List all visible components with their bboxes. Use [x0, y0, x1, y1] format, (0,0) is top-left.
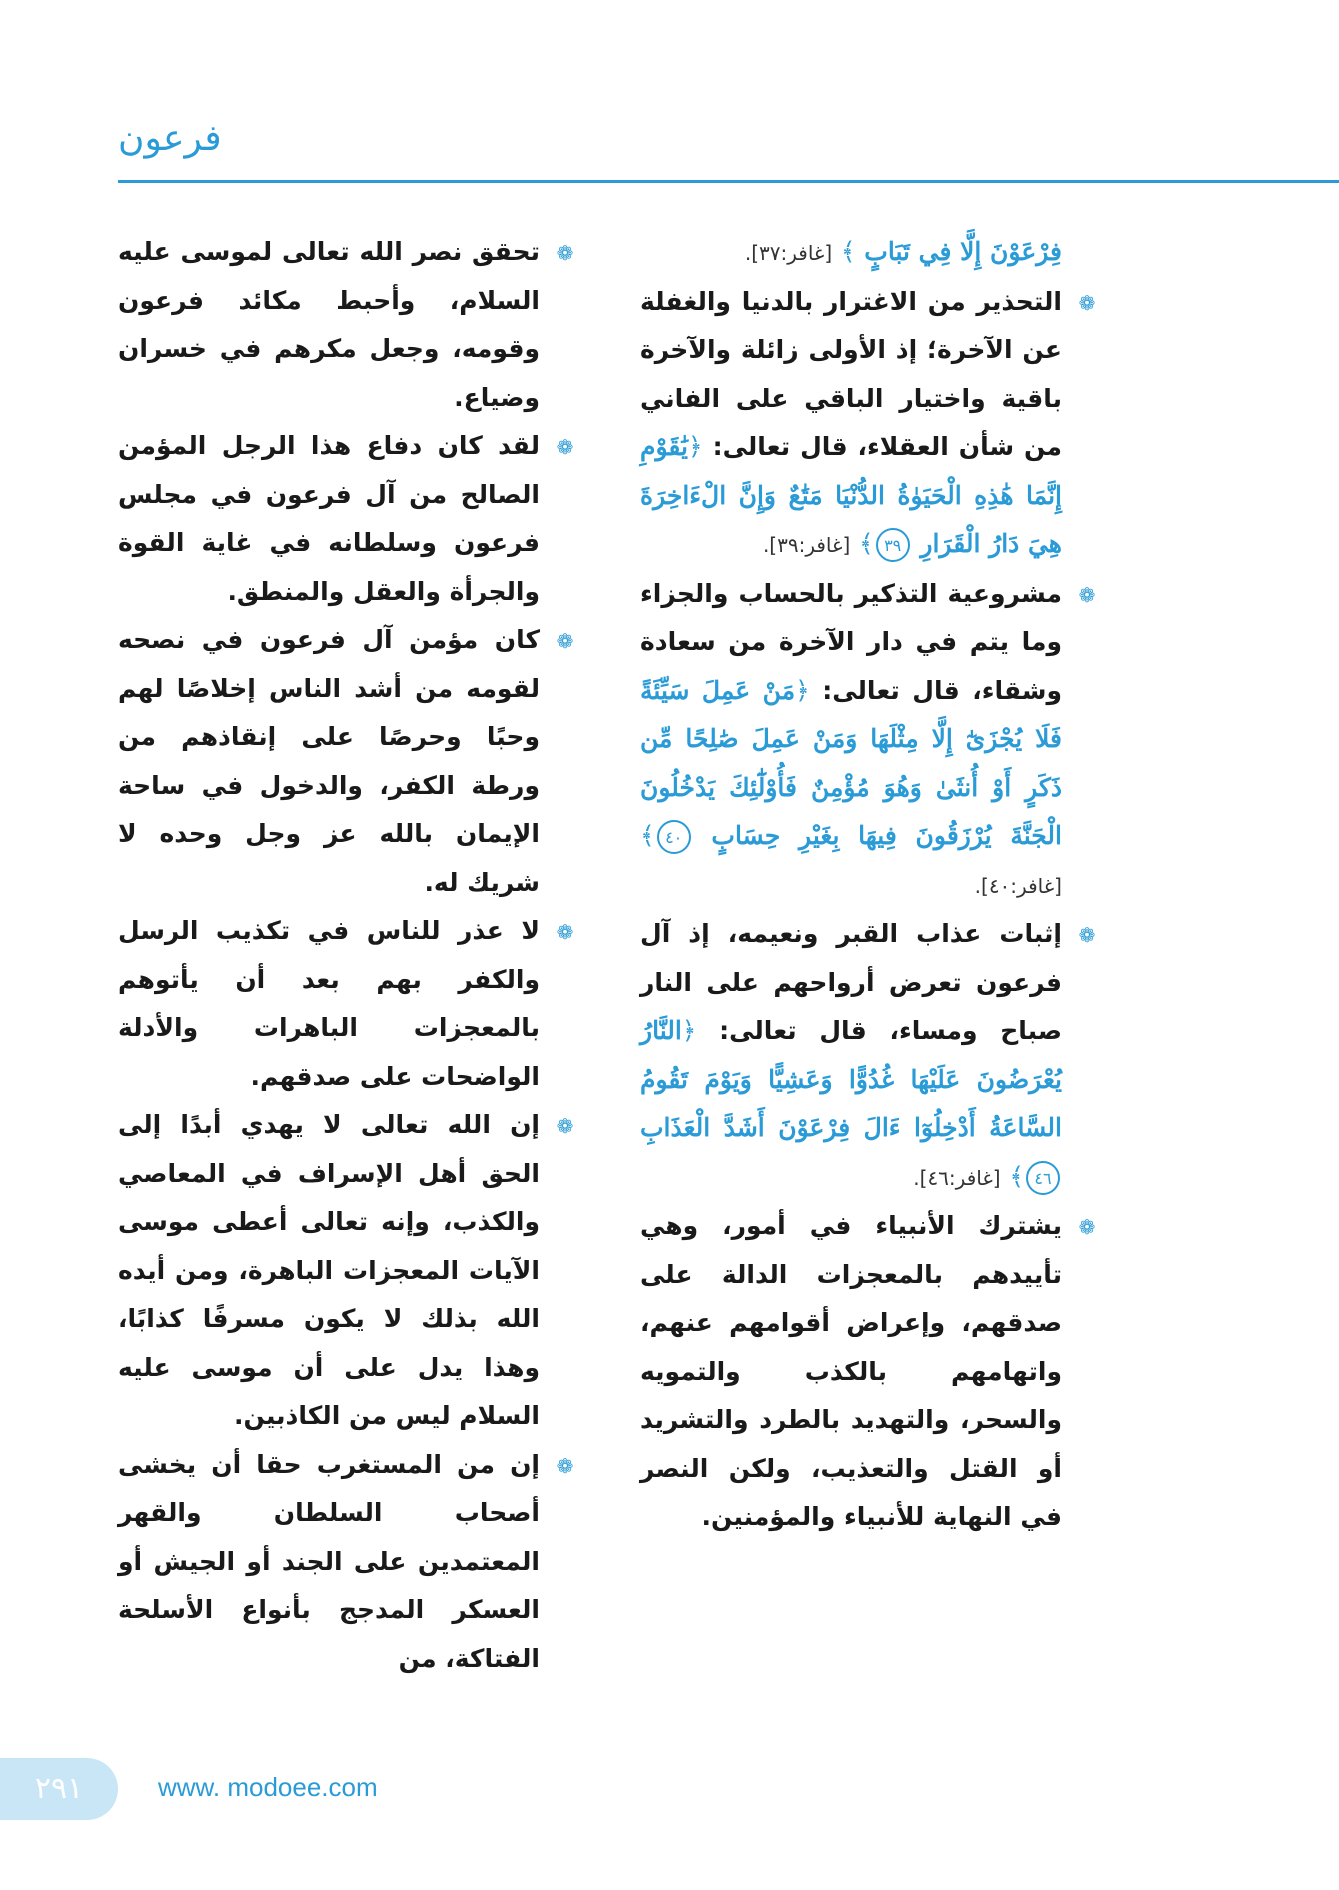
- verse-text: يَٰقَوْمِ إِنَّمَا هَٰذِهِ الْحَيَوٰةُ الدُّنْيَا مَتَٰعٌ وَإِنَّ الْءَاخِرَةَ هِيَ دَارُ الْقَرَارِ: [640, 432, 1062, 558]
- website-link[interactable]: www. modoee.com: [158, 1772, 378, 1802]
- ayah-number-badge: ٣٩: [876, 528, 910, 562]
- quote-close-ornament: ﴾: [1009, 1161, 1024, 1191]
- list-item: [118, 1101, 576, 1441]
- ayah-number-badge: ٤٠: [657, 820, 691, 854]
- flower-bullet-icon: ❁: [556, 435, 574, 459]
- verse-text: فِرْعَوْنَ إِلَّا فِي تَبَابٍ: [864, 237, 1062, 266]
- item-text: لا عذر للناس في تكذيب الرسل والكفر بهم بعد أن يأتوهم بالمعجزات الباهرات والأدلة الواضحات على صدقهم.: [118, 916, 540, 1091]
- flower-bullet-icon: ❁: [556, 1114, 574, 1138]
- flower-bullet-icon: ❁: [556, 629, 574, 653]
- quote-close-ornament: ﴾: [859, 529, 874, 558]
- list-item: [640, 570, 1098, 911]
- item-text: التحذير من الاغترار بالدنيا والغفلة عن الآخرة؛ إذ الأولى زائلة والآخرة باقية واختيار الباقي على الفاني من شأن العقلاء، قال تعالى:: [640, 286, 1062, 461]
- verse-reference: [غافر:٤٠].: [974, 873, 1062, 898]
- list-item: [640, 910, 1098, 1202]
- flower-bullet-icon: ❁: [1078, 582, 1096, 607]
- verse-continuation: [640, 228, 1098, 278]
- item-text: إثبات عذاب القبر ونعيمه، إذ آل فرعون تعرض أرواحهم على النار صباح ومساء، قال تعالى:: [640, 919, 1062, 1045]
- item-text: تحقق نصر الله تعالى لموسى عليه السلام، وأحبط مكائد فرعون وقومه، وجعل مكرهم في خسران وضياع.: [118, 237, 540, 412]
- ayah-number-badge: ٤٦: [1026, 1161, 1060, 1195]
- list-item: [118, 422, 576, 616]
- verse-reference: [غافر:٣٧].: [744, 241, 833, 265]
- item-text: إن من المستغرب حقا أن يخشى أصحاب السلطان والقهر المعتمدين على الجند أو الجيش أو العسكر المدجج بأنواع الأسلحة الفتاكة، من: [118, 1449, 540, 1673]
- item-text: لقد كان دفاع هذا الرجل المؤمن الصالح من آل فرعون في مجلس فرعون وسلطانه في غاية القوة والجرأة والعقل والمنطق.: [118, 431, 540, 606]
- list-item: [118, 228, 576, 422]
- verse-reference: [غافر:٣٩].: [762, 533, 851, 557]
- quote-close-ornament: ﴾: [840, 237, 856, 266]
- right-column: [640, 228, 1098, 1542]
- header-divider: [118, 180, 1339, 183]
- verse-reference: [غافر:٤٦].: [913, 1165, 1001, 1190]
- page-number-badge: ٢٩١: [0, 1758, 118, 1820]
- list-item: [118, 907, 576, 1101]
- quote-close-ornament: ﴾: [640, 821, 655, 850]
- flower-bullet-icon: ❁: [1078, 290, 1096, 315]
- flower-bullet-icon: ❁: [1078, 1215, 1096, 1239]
- page-title: فرعون: [118, 118, 222, 159]
- flower-bullet-icon: ❁: [1078, 923, 1096, 947]
- flower-bullet-icon: ❁: [556, 920, 574, 944]
- item-text: يشترك الأنبياء في أمور، وهي تأييدهم بالمعجزات الدالة على صدقهم، وإعراض أقوامهم عنهم، واتهامهم بالكذب والتمويه والسحر، والتهديد بالطرد والتشريد أو القتل والتعذيب، ولكن النصر في النهاية للأنبياء والمؤمنين.: [640, 1211, 1062, 1531]
- list-item: [118, 1441, 576, 1684]
- quote-open-ornament: ﴿: [688, 432, 703, 461]
- verse-text: مَنْ عَمِلَ سَيِّئَةً فَلَا يُجْزَىٰٓ إِلَّا مِثْلَهَا وَمَنْ عَمِلَ صَٰلِحًا مِّن ذَكَرٍ أَوْ أُنثَىٰ وَهُوَ مُؤْمِنٌ فَأُوْلَٰٓئِكَ يَدْخُلُونَ الْجَنَّةَ يُرْزَقُونَ فِيهَا بِغَيْرِ حِسَابٍ: [640, 675, 1062, 850]
- list-item: [640, 278, 1098, 570]
- list-item: [640, 1202, 1098, 1542]
- left-column: [118, 228, 576, 1683]
- quote-open-ornament: ﴿: [795, 675, 810, 705]
- item-text: إن الله تعالى لا يهدي أبدًا إلى الحق أهل الإسراف في المعاصي والكذب، وإنه تعالى أعطى موسى الآيات المعجزات الباهرة، ومن أيده الله بذلك لا يكون مسرفًا كذابًا، وهذا يدل على أن موسى عليه السلام ليس من الكاذبين.: [118, 1110, 540, 1430]
- item-text: مشروعية التذكير بالحساب والجزاء وما يتم في دار الآخرة من سعادة وشقاء، قال تعالى:: [640, 578, 1062, 705]
- list-item: [118, 616, 576, 907]
- item-text: كان مؤمن آل فرعون في نصحه لقومه من أشد الناس إخلاصًا لهم وحبًا وحرصًا على إنقاذهم من ورطة الكفر، والدخول في ساحة الإيمان بالله عز وجل وحده لا شريك له.: [118, 625, 540, 897]
- flower-bullet-icon: ❁: [556, 241, 574, 265]
- flower-bullet-icon: ❁: [556, 1453, 574, 1478]
- quote-open-ornament: ﴿: [681, 1016, 697, 1045]
- verse-text: النَّارُ يُعْرَضُونَ عَلَيْهَا غُدُوًّا وَعَشِيًّا وَيَوْمَ تَقُومُ السَّاعَةُ أَدْخِلُوٓا ءَالَ فِرْعَوْنَ أَشَدَّ الْعَذَابِ: [640, 1016, 1062, 1142]
